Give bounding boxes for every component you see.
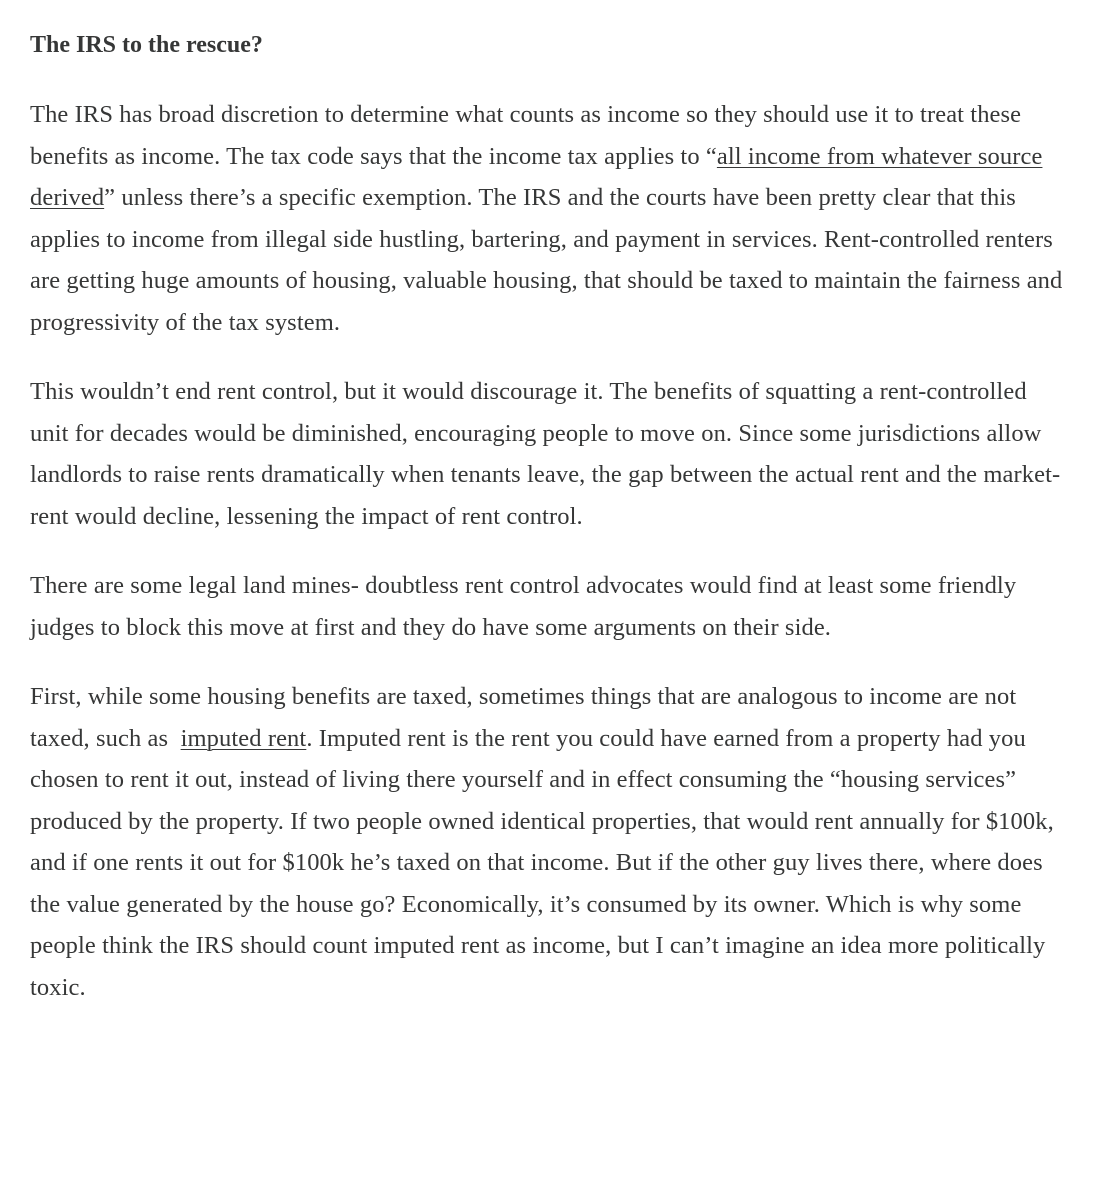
- link-all-income[interactable]: all income from whatever source derived: [30, 142, 1043, 211]
- paragraph-1: [30, 94, 1070, 343]
- article-body: [30, 28, 1070, 1036]
- paragraph-4: [30, 676, 1070, 1008]
- section-heading: The IRS to the rescue?: [30, 32, 263, 58]
- paragraph-4-text-start: First, while some housing benefits are taxed, sometimes things that are analogous to income are not taxed, such as: [30, 683, 1023, 752]
- paragraph-4-text-end: . Imputed rent is the rent you could have earned from a property had you chosen to rent it out, instead of living there yourself and in effect consuming the “housing services” produced by the property. If two people owned identical properties, that would rent annually for $100k, and if one rents it out for $100k he’s taxed on that income. But if the other guy lives there, where does the value generated by the house go? Economically, it’s consumed by its owner. Which is why some people think the IRS should count imputed rent as income, but I can’t imagine an idea more politically toxic.: [30, 724, 1054, 1001]
- paragraph-1-text-start: The IRS has broad discretion to determine what counts as income so they should use it to treat these benefits as income. The tax code says that the income tax applies to “: [30, 101, 1022, 170]
- paragraph-1-text-end: ” unless there’s a specific exemption. The IRS and the courts have been pretty clear that this applies to income from illegal side hustling, bartering, and payment in services. Rent-controlled renters are getting huge amounts of housing, valuable housing, that should be taxed to maintain the fairness and progressivity of the tax system.: [30, 184, 1063, 336]
- link-imputed-rent[interactable]: imputed rent: [180, 724, 307, 752]
- paragraph-3: There are some legal land mines- doubtless rent control advocates would find at least some friendly judges to block this move at first and they do have some arguments on their side.: [30, 572, 1017, 641]
- paragraph-2: This wouldn’t end rent control, but it would discourage it. The benefits of squatting a rent-controlled unit for decades would be diminished, encouraging people to move on. Since some jurisdictions allow landlords to raise rents dramatically when tenants leave, the gap between the actual rent and the market-rent would decline, lessening the impact of rent control.: [30, 378, 1061, 530]
